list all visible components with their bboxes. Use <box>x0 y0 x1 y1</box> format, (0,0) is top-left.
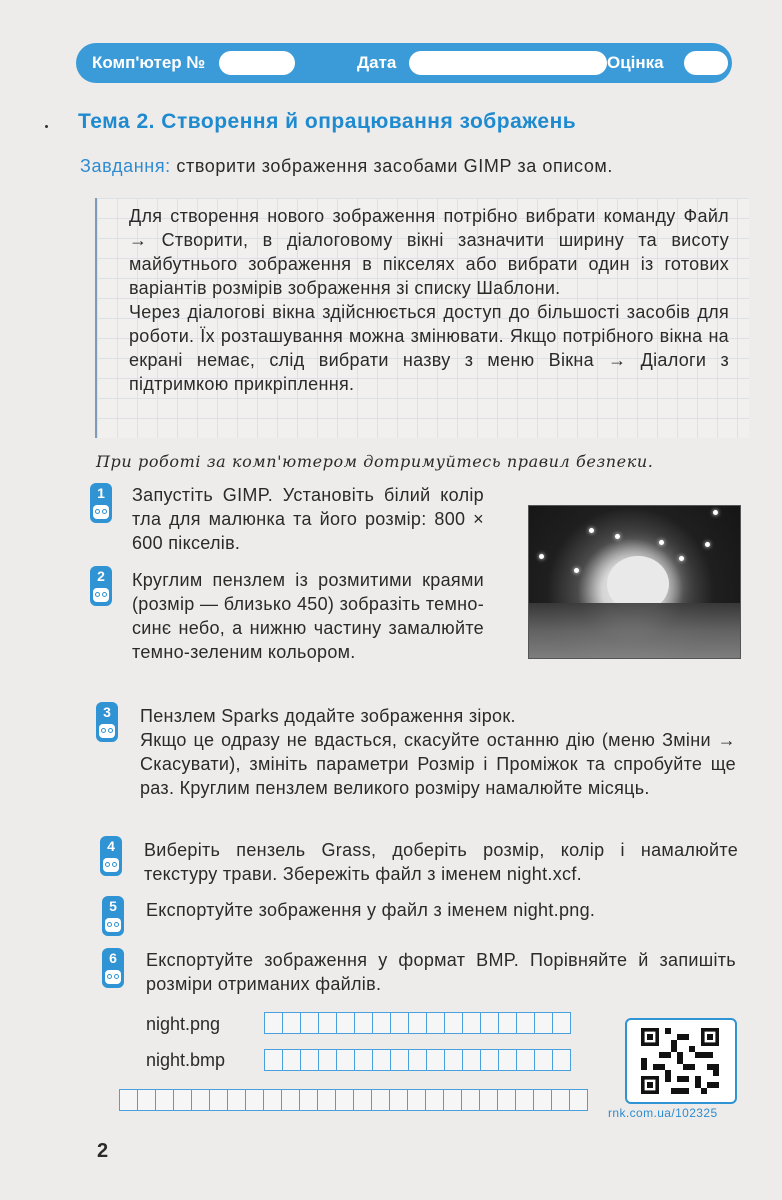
info-paragraph-1: Для створення нового зображення потрібно вибрати команду Файл → Створити, в діалоговому вікні зазначити ширину та висоту майбутнього зображення в пікселях або вибрати один із готових варіантів розмірів зображення зі списку Шаблони. <box>129 206 729 298</box>
qr-code[interactable] <box>625 1018 737 1104</box>
answer-cells-png[interactable] <box>265 1012 571 1034</box>
file-label-png: night.png <box>146 1014 221 1034</box>
step-6-text: Експортуйте зображення у формат BMP. Порівняйте й запишіть розміри отриманих файлів. <box>146 950 736 994</box>
task-text: створити зображення засобами GIMP за описом. <box>170 156 614 176</box>
date-label: Дата <box>357 53 397 72</box>
task-line <box>80 156 613 177</box>
step-2-badge: 2 <box>90 566 112 606</box>
step-4-badge: 4 <box>100 836 122 876</box>
info-paragraph-2: Через діалогові вікна здійснюється доступ до більшості засобів для роботи. Їх розташування можна змінювати. Якщо потрібного вікна на екрані немає, слід вибрати назву з меню Вікна → Діалоги з підтримкою прикріплення. <box>129 302 729 394</box>
night-sky-image <box>528 505 741 659</box>
date-field[interactable] <box>409 51 607 75</box>
answer-cells-bmp[interactable] <box>265 1049 571 1071</box>
safety-note: При роботі за комп'ютером дотримуйтесь правил безпеки. <box>96 452 654 471</box>
step-1-text: Запустіть GIMP. Установіть білий колір тла для малюнка та його розмір: 800 × 600 пікселів. <box>132 485 484 553</box>
grade-field[interactable] <box>684 51 728 75</box>
task-keyword: Завдання: <box>80 156 171 176</box>
info-box <box>95 198 749 438</box>
header-bar <box>76 43 732 83</box>
step-5-text: Експортуйте зображення у файл з іменем night.png. <box>146 900 596 920</box>
file-label-bmp: night.bmp <box>146 1050 226 1070</box>
computer-number-field[interactable] <box>219 51 295 75</box>
step-3-badge: 3 <box>96 702 118 742</box>
computer-label: Комп'ютер № <box>92 53 206 72</box>
page-number: 2 <box>97 1140 109 1162</box>
step-3-text: Якщо це одразу не вдасться, скасуйте останню дію (меню Зміни → Скасувати), змініть параметри Розмір і Проміжок та спробуйте ще раз. Круглим пензлем великого розміру намалюйте місяць. <box>140 730 736 798</box>
step-5-badge: 5 <box>102 896 124 936</box>
step-6-badge: 6 <box>102 948 124 988</box>
print-dot <box>45 125 48 128</box>
step-3-line1: Пензлем Sparks додайте зображення зірок. <box>140 706 516 726</box>
step-2-text: Круглим пензлем із розмитими краями (розмір — близько 450) зобразіть темно-синє небо, а нижню частину замалюйте темно-зеленим кольором. <box>132 570 484 662</box>
qr-code-icon <box>641 1027 719 1095</box>
qr-url[interactable]: rnk.com.ua/102325 <box>608 1106 718 1120</box>
answer-cells-extra[interactable] <box>120 1089 588 1111</box>
step-4-text: Виберіть пензель Grass, доберіть розмір, колір і намалюйте текстуру трави. Збережіть файл з іменем night.xcf. <box>144 840 738 884</box>
grass-area <box>529 603 740 658</box>
step-1-badge: 1 <box>90 483 112 523</box>
grade-label: Оцінка <box>607 53 664 72</box>
page-title: Тема 2. Створення й опрацювання зображень <box>78 110 577 133</box>
